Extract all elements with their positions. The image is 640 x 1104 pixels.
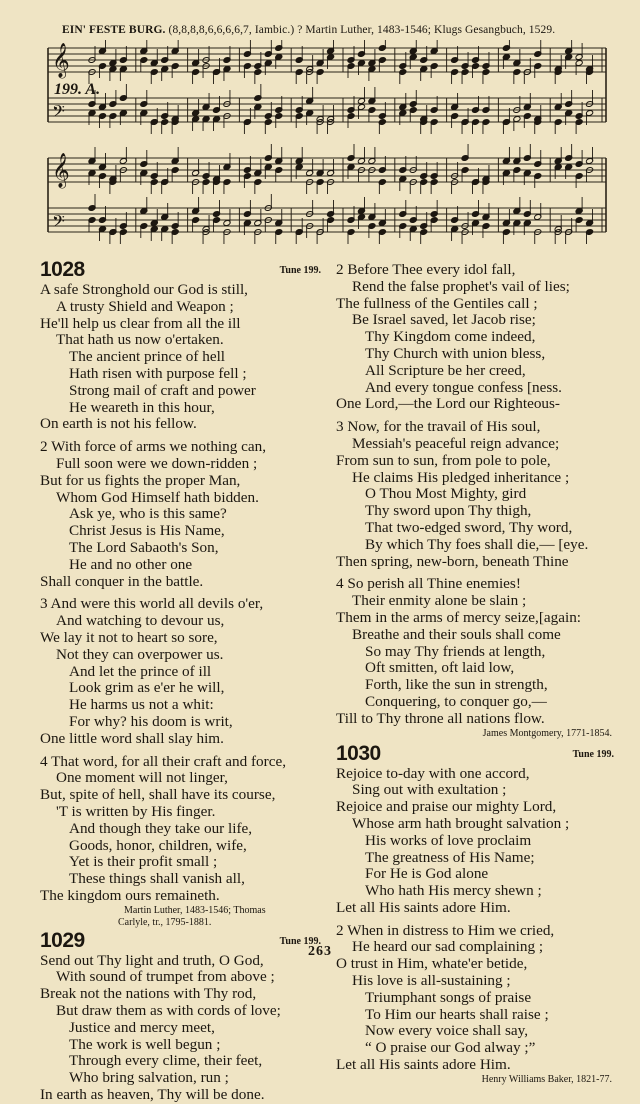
verse-line: For why? his doom is writ, [69,712,233,730]
verse-line: One Lord,—the Lord our Righteous- [336,395,560,413]
verse-line: 3 Now, for the travail of His soul, [336,418,541,436]
verse-line: By which Thy foes shall die,— [eye. [365,535,589,553]
verse-line: Let all His saints adore Him. [336,898,511,916]
hymn-1029-text-continued [336,262,618,728]
verse-line: Rend the false prophet's vail of lies; [352,277,570,295]
verse-line: But for us fights the proper Man, [40,471,241,489]
verse-line: 2 With force of arms we nothing can, [40,438,267,456]
music-score [46,40,610,257]
verse-line: These things shall vanish all, [69,870,245,888]
verse-line: A trusty Shield and Weapon ; [56,297,234,315]
verse-line: Rejoice and praise our mighty Lord, [336,798,557,816]
verse-line: Through every clime, their feet, [69,1052,263,1070]
verse-line: Messiah's peaceful reign advance; [352,434,560,452]
verse-line: On earth is not his fellow. [40,415,197,433]
treble-clef-icon: 𝄞 [52,43,70,78]
verse-line: To Him our hearts shall raise ; [365,1005,549,1023]
stanza [336,262,618,413]
verse-line: Let all His saints adore Him. [336,1056,511,1074]
verse-line: Till to Thy throne all nations flow. [336,709,545,727]
verse-line: Who hath His mercy shewn ; [365,882,542,900]
verse-line: Full soon were we down-ridden ; [56,454,258,472]
verse-line: Justice and mercy meet, [69,1018,215,1036]
hymn-number: 1028 [40,258,85,281]
verse-line: Send out Thy light and truth, O God, [40,951,264,969]
hymn-1030-attribution: Henry Williams Baker, 1821-77. [481,1073,612,1085]
verse-line: Thy Church with union bless, [365,344,546,362]
verse-line: Yet is their profit small ; [69,853,218,871]
tune-header [62,24,622,36]
hymn-number: 1029 [40,928,85,952]
verse-line: A safe Stronghold our God is still, [40,281,248,298]
verse-line: Thy sword upon Thy thigh, [365,502,532,520]
bass-clef-icon: 𝄢 [52,211,65,235]
verse-line: 3 And were this world all devils o'er, [40,595,264,613]
verse-line: Then spring, new-born, beneath Thine [336,552,569,570]
verse-line: 4 That word, for all their craft and force, [40,752,286,770]
verse-line: Not they can overpower us. [56,645,224,663]
verse-line: He weareth in this hour, [69,398,215,416]
verse-line: Strong mail of craft and power [69,381,256,399]
verse-line: The ancient prince of hell [69,348,226,366]
verse-line: He'll help us clear from all the ill [40,314,241,332]
verse-line: He heard our sad complaining ; [352,938,544,956]
bass-clef-icon: 𝄢 [52,101,65,125]
verse-line: Be Israel saved, let Jacob rise; [352,311,536,329]
verse-line: The work is well begun ; [69,1035,221,1053]
verse-line: Ask ye, who is this same? [69,505,227,523]
stanza [40,754,325,905]
verse-line: Break not the nations with Thy rod, [40,985,257,1003]
stanza [40,596,325,747]
verse-line: And watching to devour us, [56,612,225,630]
hymn-1028-header [40,258,325,282]
verse-line: For He is God alone [365,865,489,883]
verse-line: He and no other one [69,555,193,573]
verse-line: Conquering, to conquer go,— [365,692,547,710]
verse-line: He harms us not a whit: [69,696,214,714]
stanza [336,576,618,727]
verse-line: And every tongue confess [ness. [365,378,562,396]
hymn-1028-attribution-2: Carlyle, tr., 1795-1881. [118,916,212,928]
verse-line: Rejoice to-day with one accord, [336,764,530,782]
hymn-1028-attribution-1: Martin Luther, 1483-1546; Thomas [124,904,266,916]
verse-line: With sound of trumpet from above ; [56,968,275,986]
verse-line: And though they take our life, [69,819,253,837]
verse-line: He claims His pledged inheritance ; [352,468,570,486]
tune-name: EIN' FESTE BURG. [62,24,166,36]
verse-line: O Thou Most Mighty, gird [365,485,527,503]
verse-line: His works of love proclaim [365,831,532,849]
stanza [40,282,325,433]
music-staves [46,40,610,252]
verse-line: 4 So perish all Thine enemies! [336,575,521,593]
verse-line: Sing out with exultation ; [352,781,507,799]
verse-line: That two-edged sword, Thy word, [365,518,573,536]
hymn-1029-attribution: James Montgomery, 1771-1854. [482,727,612,739]
system-number: 199. A. [54,81,101,98]
tune-ref: Tune 199. [279,935,321,947]
treble-clef-icon: 𝄞 [52,153,70,188]
hymn-1029-stanza-1 [40,953,325,1104]
verse-line: 'T is written by His finger. [56,802,216,820]
verse-line: In earth as heaven, Thy will be done. [40,1086,265,1104]
verse-line: The kingdom ours remaineth. [40,886,220,904]
verse-line: Shall conquer in the battle. [40,572,204,590]
hymn-1028-text [40,282,325,905]
verse-line: Look grim as e'er he will, [69,679,225,697]
stanza [336,766,618,917]
stanza [40,953,325,1104]
tune-meter-info: (8,8,8,8,6,6,6,6,7, Iambic.) ? Martin Luther, 1483-1546; Klugs Gesangbuch, 1529. [168,24,556,36]
verse-line: Triumphant songs of praise [365,988,532,1006]
stanza [336,419,618,570]
page-number: 263 [308,944,332,959]
verse-line: Them in the arms of mercy seize,[again: [336,608,582,626]
verse-line: 2 Before Thee every idol fall, [336,261,516,278]
verse-line: The Lord Sabaoth's Son, [69,538,219,556]
verse-line: One moment will not linger, [56,769,228,787]
verse-line: “ O praise our God alway ;” [365,1039,536,1057]
verse-line: All Scripture be her creed, [365,361,526,379]
verse-line: Whose arm hath brought salvation ; [352,814,570,832]
verse-line: Thy Kingdom come indeed, [365,328,536,346]
verse-line: But, spite of hell, shall have its course, [40,786,276,804]
right-column [336,262,618,1086]
stanza [40,439,325,590]
verse-line: But draw them as with cords of love; [56,1002,281,1020]
verse-line: We lay it not to heart so sore, [40,628,218,646]
verse-line: That hath us now o'ertaken. [56,331,224,349]
verse-line: Who bring salvation, run ; [69,1069,229,1087]
verse-line: Christ Jesus is His Name, [69,522,225,540]
verse-line: From sun to sun, from pole to pole, [336,451,551,469]
left-column [40,258,325,1104]
verse-line: O trust in Him, whate'er betide, [336,955,528,973]
verse-line: Forth, like the sun in strength, [365,676,548,694]
verse-line: Goods, honor, children, wife, [69,836,247,854]
verse-line: Now every voice shall say, [365,1022,529,1040]
verse-line: And let the prince of ill [69,662,212,680]
verse-line: Breathe and their souls shall come [352,625,561,643]
verse-line: One little word shall slay him. [40,729,224,747]
verse-line: The fullness of the Gentiles call ; [336,294,538,312]
tune-ref: Tune 199. [279,265,321,277]
verse-line: Hath risen with purpose fell ; [69,364,247,382]
verse-line: Their enmity alone be slain ; [352,592,527,610]
hymn-1030-header [336,741,618,766]
verse-line: 2 When in distress to Him we cried, [336,921,555,939]
verse-line: His love is all-sustaining ; [352,972,511,990]
verse-line: Whom God Himself hath bidden. [56,488,259,506]
verse-line: Oft smitten, oft laid low, [365,659,515,677]
hymn-number: 1030 [336,741,381,765]
verse-line: The greatness of His Name; [365,848,535,866]
verse-line: So may Thy friends at length, [365,642,546,660]
tune-ref: Tune 199. [572,748,614,760]
hymn-1030-text [336,766,618,1074]
